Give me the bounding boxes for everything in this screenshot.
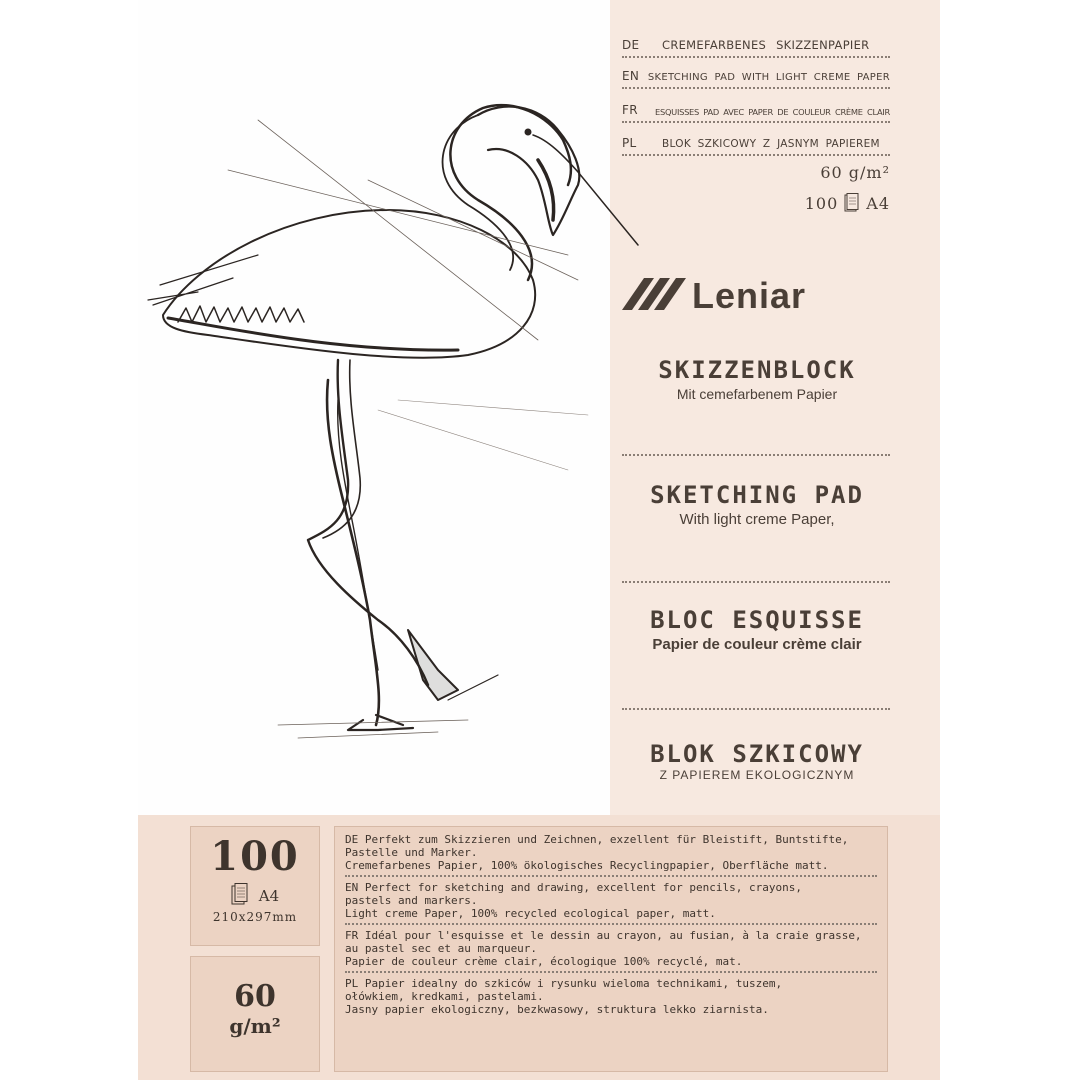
flamingo-sketch bbox=[138, 60, 658, 780]
description-line: ołówkiem, kredkami, pastelami. bbox=[345, 990, 544, 1003]
description-line: pastels and markers. bbox=[345, 894, 478, 907]
sheet-count-label bbox=[700, 192, 890, 214]
title-sub: Papier de couleur crème clair bbox=[652, 636, 862, 653]
paper-weight-box bbox=[190, 956, 320, 1072]
title-main: SKETCHING PAD bbox=[650, 481, 864, 509]
title-sub: Mit cemefarbenem Papier bbox=[676, 386, 838, 402]
format-row bbox=[191, 882, 319, 910]
description-en bbox=[345, 879, 877, 925]
title-sub: Z PAPIEREM EKOLOGICZNYM bbox=[659, 768, 855, 782]
divider bbox=[622, 708, 890, 710]
paper-format: A4 bbox=[866, 193, 890, 213]
lang-code: PL bbox=[622, 136, 637, 150]
description-pl bbox=[345, 975, 877, 1019]
title-fr bbox=[622, 606, 892, 653]
description-fr bbox=[345, 927, 877, 973]
description-line: DE Perfekt zum Skizzieren und Zeichnen, exzellent für Bleistift, Buntstifte, bbox=[345, 833, 849, 846]
lang-row-pl bbox=[622, 128, 890, 156]
description-box bbox=[334, 826, 888, 1072]
lang-text: SKETCHING PAD WITH LIGHT CREME PAPER bbox=[647, 72, 890, 83]
lang-code: EN bbox=[622, 69, 640, 83]
title-de bbox=[622, 356, 892, 402]
lang-text: ESQUISSES PAD AVEC PAPER DE COULEUR CRÈME CLAIR bbox=[655, 107, 890, 117]
brand-logo bbox=[622, 272, 888, 314]
description-line: EN Perfect for sketching and drawing, excellent for pencils, crayons, bbox=[345, 881, 802, 894]
lang-text: CREMEFARBENES SKIZZENPAPIER bbox=[662, 38, 870, 52]
description-de bbox=[345, 831, 877, 877]
description-line: FR Idéal pour l'esquisse et le dessin au crayon, au fusian, à la craie grasse, bbox=[345, 929, 862, 942]
title-main: SKIZZENBLOCK bbox=[658, 356, 856, 384]
title-en bbox=[622, 481, 892, 528]
format-value: A4 bbox=[258, 887, 280, 905]
weight-unit: g/m² bbox=[229, 1014, 281, 1038]
description-line: PL Papier idealny do szkiców i rysunku wieloma technikami, tuszem, bbox=[345, 977, 783, 990]
title-pl bbox=[622, 740, 892, 782]
divider bbox=[622, 581, 890, 583]
title-main: BLOK SZKICOWY bbox=[650, 740, 864, 768]
description-line: Pastelle und Marker. bbox=[345, 846, 478, 859]
description-line: au pastel sec et au marqueur. bbox=[345, 942, 538, 955]
dimensions-value: 210x297mm bbox=[212, 910, 298, 924]
title-main: BLOC ESQUISSE bbox=[650, 606, 864, 634]
brand-wordmark: Leniar bbox=[692, 275, 807, 314]
lang-text: BLOK SZKICOWY Z JASNYM PAPIEREM bbox=[662, 138, 880, 150]
lang-code: FR bbox=[622, 103, 638, 117]
description-line: Light creme Paper, 100% recycled ecological paper, matt. bbox=[345, 907, 716, 920]
sheet-count: 100 bbox=[804, 193, 839, 213]
description-line: Cremefarbenes Papier, 100% ökologisches Recyclingpapier, Oberfläche matt. bbox=[345, 859, 829, 872]
lang-row-de bbox=[622, 30, 890, 58]
sheet-count-value: 100 bbox=[210, 833, 300, 880]
weight-value: 60 bbox=[234, 979, 276, 1014]
sheet-count-box bbox=[190, 826, 320, 946]
lang-row-fr bbox=[622, 95, 890, 123]
description-line: Papier de couleur crème clair, écologique 100% recyclé, mat. bbox=[345, 955, 743, 968]
paper-stack-icon bbox=[844, 192, 860, 214]
title-sub: With light creme Paper, bbox=[679, 511, 835, 528]
lang-code: DE bbox=[622, 38, 640, 52]
grammage-label: 60 g/m² bbox=[820, 163, 890, 182]
paper-stack-icon bbox=[231, 882, 249, 910]
lang-row-en bbox=[622, 61, 890, 89]
divider bbox=[622, 454, 890, 456]
description-line: Jasny papier ekologiczny, bezkwasowy, struktura lekko ziarnista. bbox=[345, 1003, 769, 1016]
